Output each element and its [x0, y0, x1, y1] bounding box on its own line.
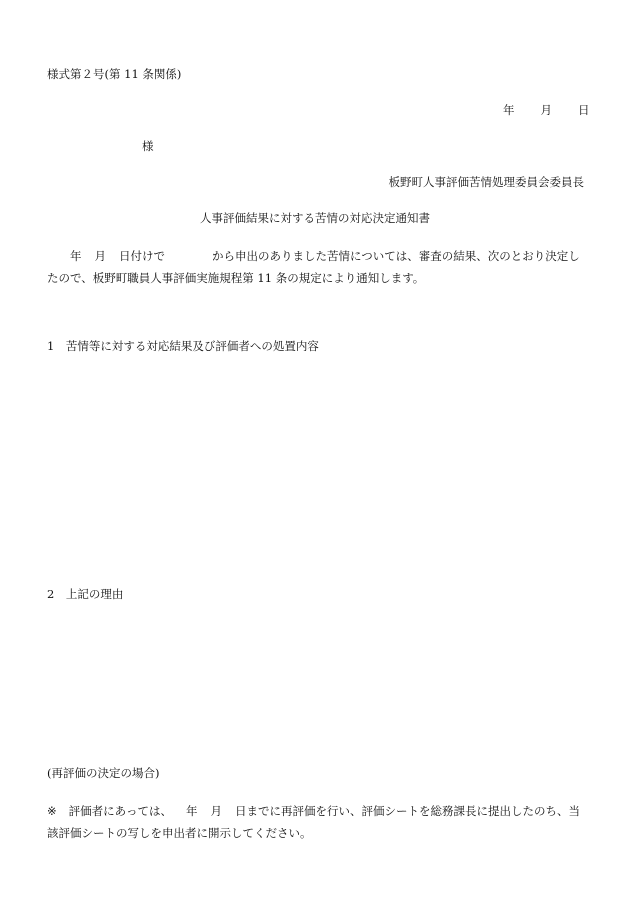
note-paragraph: [47, 800, 587, 844]
body-day-suffix: 日付けで: [119, 249, 165, 263]
body-paragraph: [47, 245, 584, 289]
body-line-1: [47, 245, 584, 267]
note-lead: 評価者にあっては、: [68, 804, 173, 818]
note-heading: (再評価の決定の場合): [47, 766, 160, 780]
body-month: 月: [94, 249, 106, 263]
body-line1-rest: から申出のありました苦情については、審査の結果、次のとおり決定し: [212, 249, 580, 263]
note-line-2: 該評価シートの写しを申出者に開示してください。: [47, 826, 312, 840]
body-line-2: たので、板野町職員人事評価実施規程第 11 条の規定により通知します。: [47, 271, 425, 285]
addressee-suffix: 様: [142, 139, 154, 153]
date-day: 日: [578, 103, 590, 117]
document-title: 人事評価結果に対する苦情の対応決定通知書: [200, 211, 430, 225]
note-rest: 日までに再評価を行い、評価シートを総務課長に提出したのち、当: [235, 804, 581, 818]
note-mark: ※: [47, 804, 57, 818]
note-year: 年: [186, 804, 198, 818]
section-1-heading: 1 苦情等に対する対応結果及び評価者への処置内容: [47, 339, 319, 353]
date-year: 年: [503, 103, 515, 117]
note-month: 月: [210, 804, 223, 818]
date-month: 月: [540, 103, 552, 117]
body-year: 年: [70, 249, 82, 263]
note-line-1: [47, 800, 587, 822]
section-2-heading: 2 上記の理由: [47, 587, 124, 601]
form-number: 様式第２号(第 11 条関係): [47, 67, 182, 81]
sender-name: 板野町人事評価苦情処理委員会委員長: [388, 175, 584, 189]
date-line: [503, 103, 590, 119]
